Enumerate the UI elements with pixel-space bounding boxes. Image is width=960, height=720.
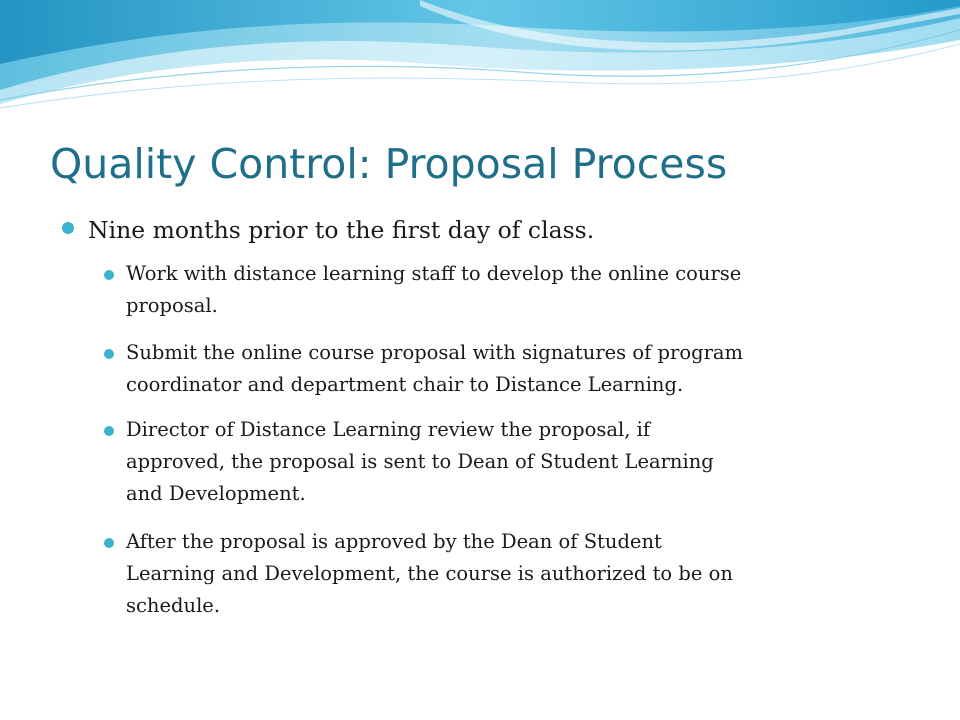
sub-bullet-item xyxy=(126,526,916,622)
bullet-dot-icon xyxy=(104,426,114,436)
main-bullet-text: Nine months prior to the first day of class. xyxy=(88,216,595,244)
sub-bullet-line: Director of Distance Learning review the proposal, if xyxy=(126,418,651,441)
sub-bullet-item xyxy=(126,258,916,322)
bullet-dot-icon xyxy=(62,222,74,234)
bullet-dot-icon xyxy=(104,538,114,548)
sub-bullet-line: proposal. xyxy=(126,294,218,317)
sub-bullet-line: schedule. xyxy=(126,594,221,617)
header-wave-decoration xyxy=(0,0,960,120)
sub-bullet-line: approved, the proposal is sent to Dean of Student Learning xyxy=(126,450,714,473)
sub-bullet-line: Work with distance learning staff to develop the online course xyxy=(126,262,742,285)
sub-bullet-line: After the proposal is approved by the Dean of Student xyxy=(126,530,662,553)
bullet-dot-icon xyxy=(104,270,114,280)
sub-bullet-item xyxy=(126,414,916,510)
sub-bullet-line: coordinator and department chair to Distance Learning. xyxy=(126,373,684,396)
slide-title: Quality Control: Proposal Process xyxy=(50,140,728,188)
sub-bullet-line: Learning and Development, the course is authorized to be on xyxy=(126,562,733,585)
sub-bullet-line: Submit the online course proposal with signatures of program xyxy=(126,341,744,364)
sub-bullet-line: and Development. xyxy=(126,482,306,505)
bullet-dot-icon xyxy=(104,349,114,359)
sub-bullet-item xyxy=(126,337,916,401)
